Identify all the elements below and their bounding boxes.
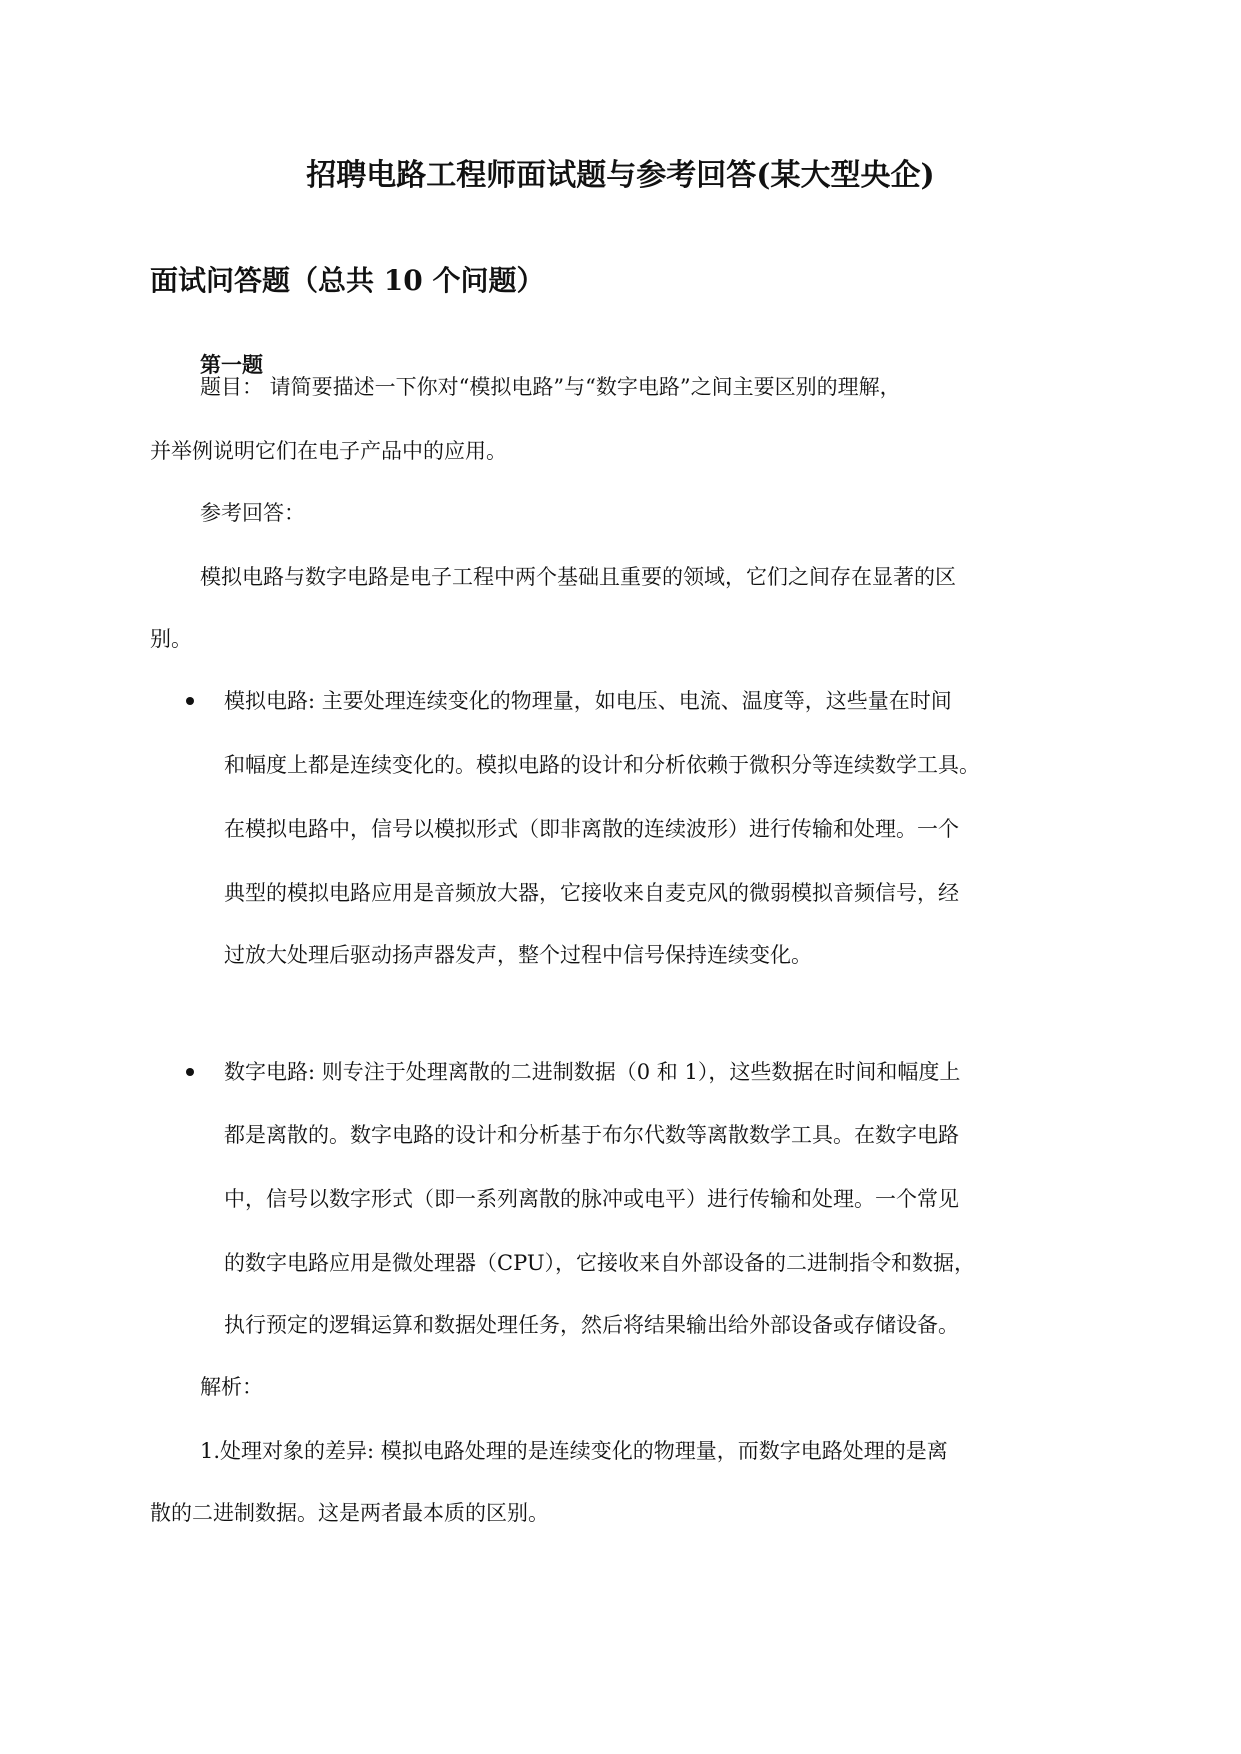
- bullet-digital-line: 数字电路: 则专注于处理离散的二进制数据（0 和 1），这些数据在时间和幅度上: [224, 1060, 961, 1084]
- bullet-dot: [186, 697, 194, 705]
- analysis-label: 解析：: [200, 1375, 263, 1399]
- intro-paragraph-line: 别。: [150, 627, 192, 651]
- bullet-analog-line: 模拟电路: 主要处理连续变化的物理量，如电压、电流、温度等，这些量在时间: [224, 689, 952, 713]
- bullet-digital-line: 执行预定的逻辑运算和数据处理任务，然后将结果输出给外部设备或存储设备。: [224, 1313, 959, 1337]
- bullet-dot: [186, 1068, 194, 1076]
- analysis-paragraph-line: 1.处理对象的差异: 模拟电路处理的是连续变化的物理量，而数字电路处理的是离: [200, 1439, 948, 1463]
- analysis-paragraph-line: 散的二进制数据。这是两者最本质的区别。: [150, 1501, 549, 1525]
- intro-paragraph-line: 模拟电路与数字电路是电子工程中两个基础且重要的领域，它们之间存在显著的区: [200, 565, 956, 589]
- bullet-analog-line: 和幅度上都是连续变化的。模拟电路的设计和分析依赖于微积分等连续数学工具。: [224, 753, 980, 777]
- question-text-line: 题目： 请简要描述一下你对“模拟电路”与“数字电路”之间主要区别的理解，: [200, 375, 901, 399]
- bullet-analog-line: 过放大处理后驱动扬声器发声，整个过程中信号保持连续变化。: [224, 943, 812, 967]
- bullet-digital-line: 中，信号以数字形式（即一系列离散的脉冲或电平）进行传输和处理。一个常见: [224, 1187, 959, 1211]
- question-text-line: 并举例说明它们在电子产品中的应用。: [150, 439, 507, 463]
- bullet-digital-line: 都是离散的。数字电路的设计和分析基于布尔代数等离散数学工具。在数字电路: [224, 1123, 959, 1147]
- bullet-analog-line: 在模拟电路中，信号以模拟形式（即非离散的连续波形）进行传输和处理。一个: [224, 817, 959, 841]
- bullet-digital-line: 的数字电路应用是微处理器（CPU），它接收来自外部设备的二进制指令和数据，: [224, 1251, 976, 1275]
- section-heading: 面试问答题（总共 10 个问题）: [150, 264, 545, 297]
- answer-label: 参考回答：: [200, 501, 305, 525]
- document-title: 招聘电路工程师面试题与参考回答(某大型央企): [306, 158, 935, 193]
- question-number: 第一题: [200, 352, 263, 377]
- bullet-analog-line: 典型的模拟电路应用是音频放大器，它接收来自麦克风的微弱模拟音频信号，经: [224, 881, 959, 905]
